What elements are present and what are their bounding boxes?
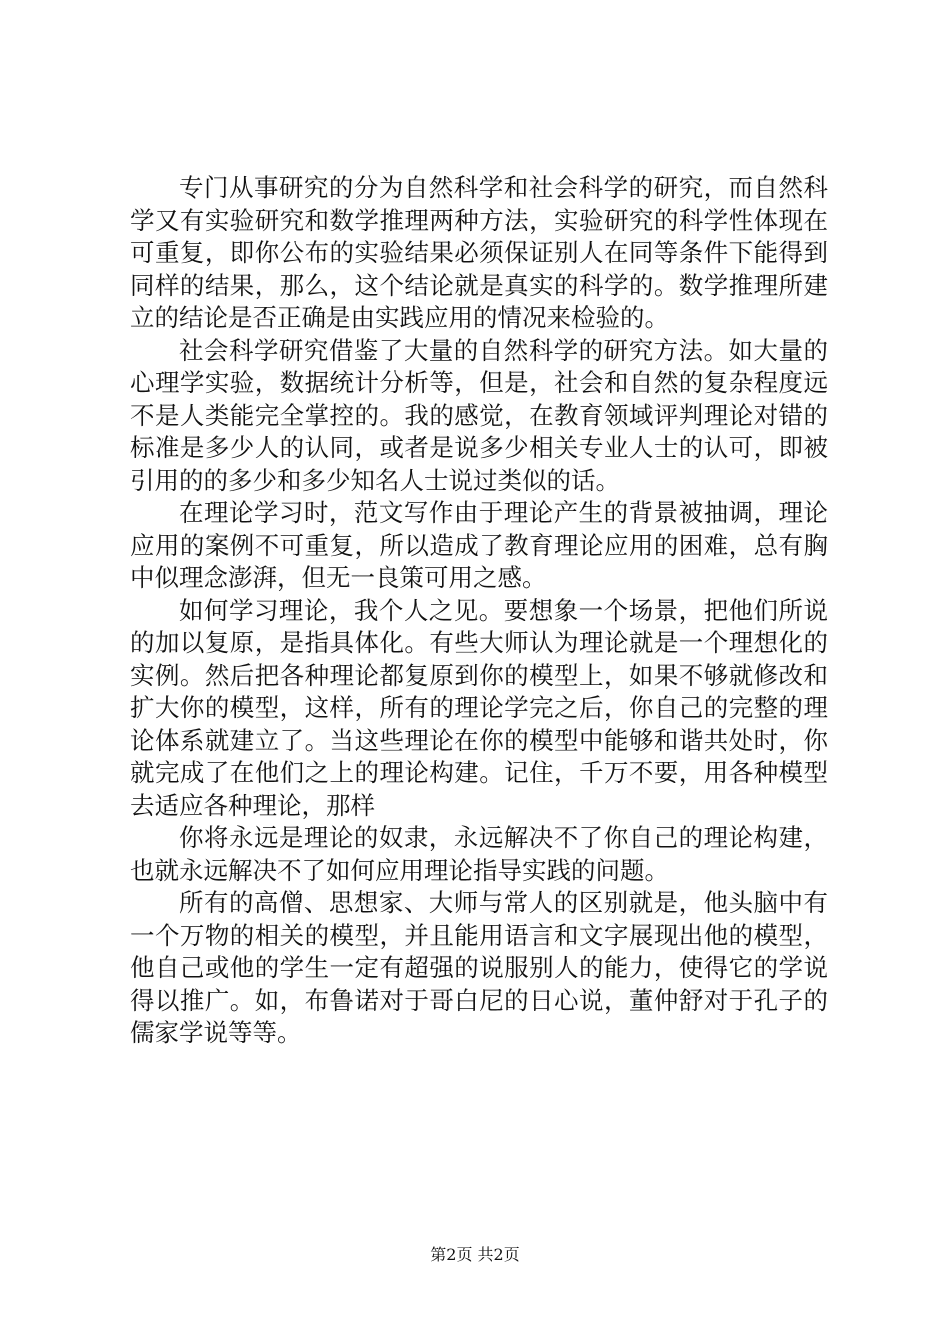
paragraph-2: 社会科学研究借鉴了大量的自然科学的研究方法。如大量的心理学实验，数据统计分析等，但是，社会和自然的复杂程度远不是人类能完全掌控的。我的感觉，在教育领域评判理论对错的标准是多少人的认同，或者是说多少相关专业人士的认可，即被引用的的多少和多少知名人士说过类似的话。: [130, 335, 828, 495]
paragraph-3: 在理论学习时，范文写作由于理论产生的背景被抽调，理论应用的案例不可重复，所以造成了教育理论应用的困难，总有胸中似理念澎湃，但无一良策可用之感。: [130, 498, 828, 592]
page-number-indicator: 第2页 共2页: [430, 1245, 520, 1264]
paragraph-5: 你将永远是理论的奴隶，永远解决不了你自己的理论构建，也就永远解决不了如何应用理论指导实践的问题。: [130, 823, 828, 885]
document-body: [130, 172, 828, 1050]
paragraph-6: 所有的高僧、思想家、大师与常人的区别就是，他头脑中有一个万物的相关的模型，并且能用语言和文字展现出他的模型，他自己或他的学生一定有超强的说服别人的能力，使得它的学说得以推广。如，布鲁诺对于哥白尼的日心说，董仲舒对于孔子的儒家学说等等。: [130, 888, 828, 1047]
paragraph-4: 如何学习理论，我个人之见。要想象一个场景，把他们所说的加以复原，是指具体化。有些大师认为理论就是一个理想化的实例。然后把各种理论都复原到你的模型上，如果不够就修改和扩大你的模型，这样，所有的理论学完之后，你自己的完整的理论体系就建立了。当这些理论在你的模型中能够和谐共处时，你就完成了在他们之上的理论构建。记住，千万不要，用各种模型去适应各种理论，那样: [130, 595, 828, 820]
page-footer: [0, 1244, 950, 1266]
paragraph-1: 专门从事研究的分为自然科学和社会科学的研究，而自然科学又有实验研究和数学推理两种方法，实验研究的科学性体现在可重复，即你公布的实验结果必须保证别人在同等条件下能得到同样的结果，那么，这个结论就是真实的科学的。数学推理所建立的结论是否正确是由实践应用的情况来检验的。: [130, 173, 828, 332]
